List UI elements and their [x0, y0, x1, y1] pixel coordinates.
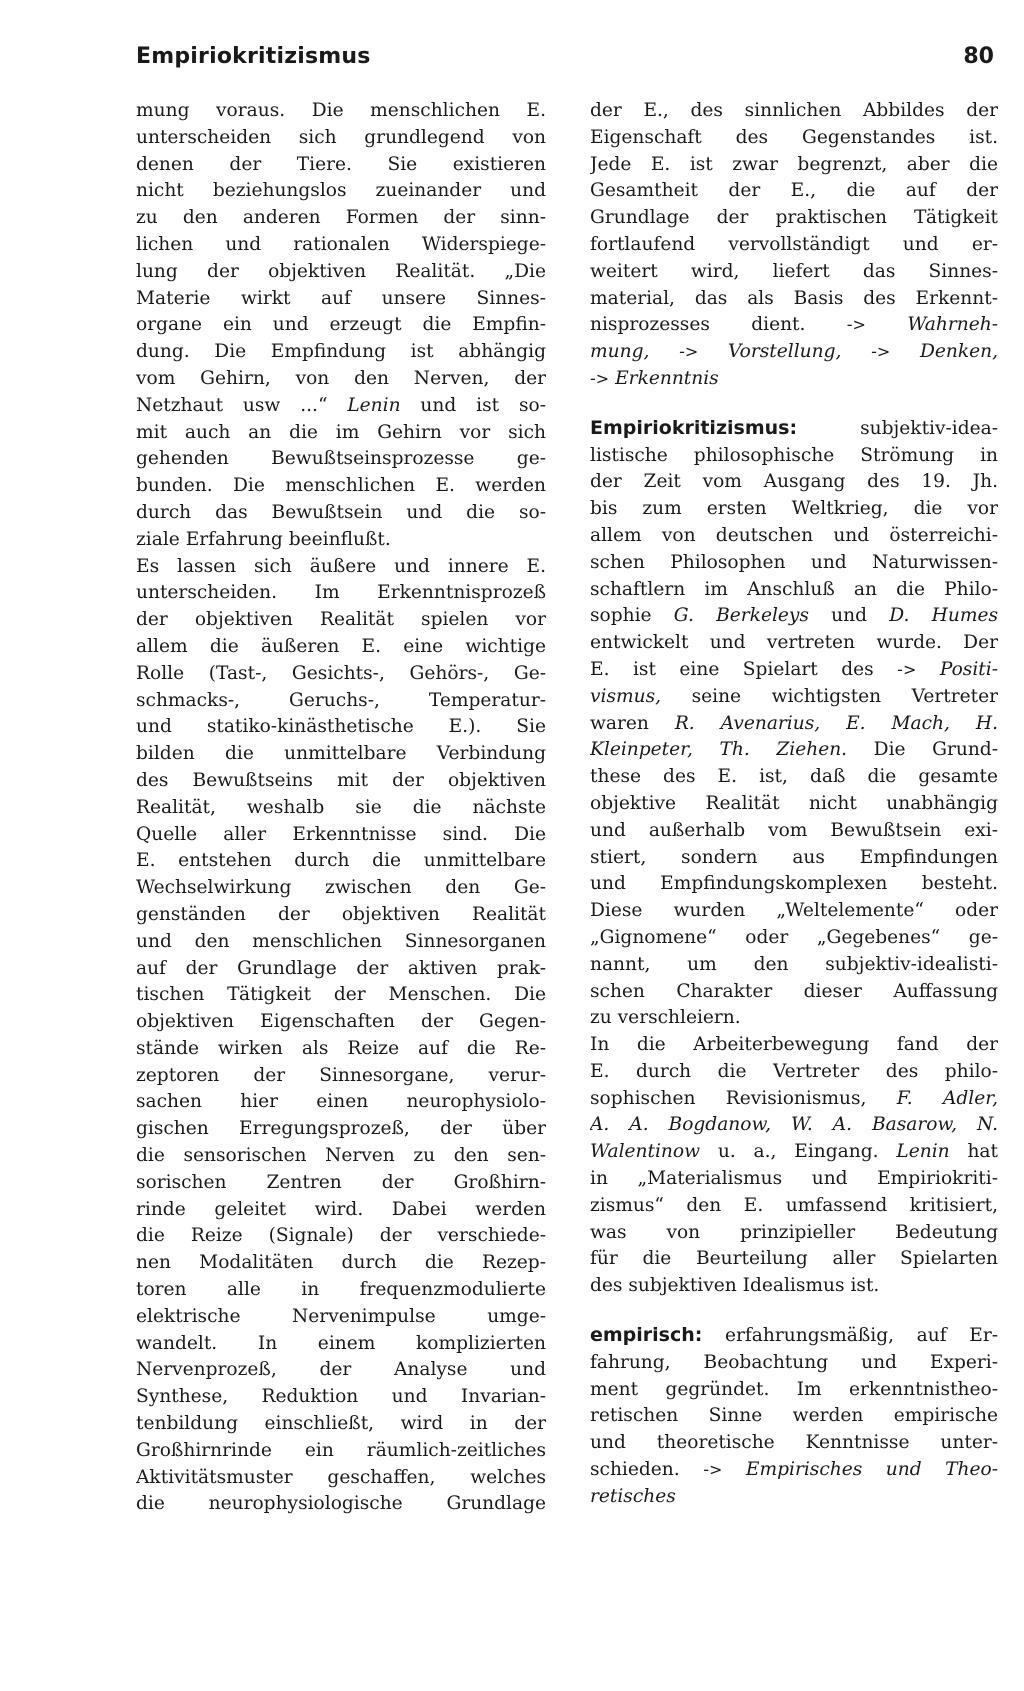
text-segment: sophie: [590, 605, 674, 627]
text-line: entwickelt und vertreten wurde. Der: [590, 632, 998, 654]
text-segment: Die Grund-: [847, 739, 998, 761]
text-line: [590, 1484, 998, 1511]
text-line: schaftlern im Anschluß an die Philo-: [590, 578, 998, 600]
text-line: der Zeit vom Ausgang des 19. Jh.: [590, 471, 998, 493]
author-reference: Walentinow: [590, 1141, 701, 1163]
text-line: und statiko-kinästhetische E.). Sie: [136, 716, 546, 738]
text-line: [590, 657, 998, 684]
text-line: des Bewußtseins mit der objektiven: [136, 769, 546, 791]
text-line: fortlaufend vervollständigt und er-: [590, 233, 998, 255]
text-line: objektiven Eigenschaften der Gegen-: [136, 1011, 546, 1033]
text-line: Realität, weshalb sie die nächste: [136, 796, 546, 818]
text-line: [590, 1086, 998, 1113]
author-reference: D. Humes: [889, 605, 998, 627]
text-line: stände wirken als Reize auf die Re-: [136, 1037, 546, 1059]
text-line: wandelt. In einem komplizierten: [136, 1332, 546, 1354]
text-line: mit auch an die im Gehirn vor sich: [136, 421, 546, 443]
text-line: Synthese, Reduktion und Invarian-: [136, 1386, 546, 1408]
text-line: lung der objektiven Realität. „Die: [136, 260, 546, 282]
text-line: und den menschlichen Sinnesorganen: [136, 930, 546, 952]
text-segment: sophischen Revisionismus,: [590, 1087, 897, 1109]
text-line: der E., des sinnlichen Abbildes der: [590, 100, 998, 121]
author-reference: Lenin: [896, 1141, 950, 1163]
text-line: objektive Realität nicht unabhängig: [590, 792, 998, 814]
text-line: retischen Sinne werden empirische: [590, 1405, 998, 1427]
text-line: E. durch die Vertreter des philo-: [590, 1060, 998, 1082]
text-segment: E. ist eine Spielart des: [590, 658, 898, 680]
author-reference: F. Adler,: [896, 1087, 998, 1109]
text-line: unterscheiden. Im Erkenntnisprozeß: [136, 582, 546, 604]
text-line: in „Materialismus und Empiriokriti-: [590, 1168, 998, 1190]
text-line: weitert wird, liefert das Sinnes-: [590, 260, 998, 282]
text-line: Quelle aller Erkenntnisse sind. Die: [136, 823, 546, 845]
cross-reference-arrow: ->: [590, 368, 610, 388]
text-line: der objektiven Realität spielen vor: [136, 609, 546, 631]
text-line: Grundlage der praktischen Tätigkeit: [590, 207, 998, 229]
text-line: zu verschleiern.: [590, 1007, 741, 1029]
right-column: [590, 98, 998, 1511]
text-line: Jede E. ist zwar begrenzt, aber die: [590, 153, 998, 175]
cross-reference-arrow: ->: [871, 342, 891, 362]
text-line: mung voraus. Die menschlichen E.: [136, 100, 546, 121]
text-line: „Gignomene“ oder „Gegebenes“ ge-: [590, 926, 998, 948]
cross-reference-arrow: ->: [846, 315, 866, 335]
text-line: sachen hier einen neurophysiolo-: [136, 1091, 546, 1113]
text-line: [590, 737, 998, 764]
text-line: und Empfindungskomplexen besteht.: [590, 873, 998, 895]
text-line: fahrung, Beobachtung und Experi-: [590, 1351, 998, 1373]
left-column: [136, 98, 546, 1518]
text-line: sorischen Zentren der Großhirn-: [136, 1171, 546, 1193]
text-line: vom Gehirn, von den Nerven, der: [136, 367, 546, 389]
text-line: material, das als Basis des Erkennt-: [590, 287, 998, 309]
text-line: rinde geleitet wird. Dabei werden: [136, 1198, 546, 1220]
text-line: was von prinzipieller Bedeutung: [590, 1221, 998, 1243]
text-line: [590, 1139, 998, 1166]
text-line: unterscheiden sich grundlegend von: [136, 126, 546, 148]
entry-term: Empiriokritizismus:: [590, 416, 798, 439]
text-line: [590, 339, 998, 366]
text-line: Großhirnrinde ein räumlich-zeitliches: [136, 1439, 546, 1461]
text-line: tischen Tätigkeit der Menschen. Die: [136, 984, 546, 1006]
text-line: nen Modalitäten durch die Rezep-: [136, 1252, 546, 1274]
cross-reference-arrow: ->: [897, 659, 917, 679]
cross-reference-arrow: ->: [679, 342, 699, 362]
text-segment: Netzhaut usw ...“: [136, 394, 348, 416]
text-line: Rolle (Tast-, Gesichts-, Gehörs-, Ge-: [136, 662, 546, 684]
text-line: Eigenschaft des Gegenstandes ist.: [590, 126, 998, 148]
author-reference: G. Berkeleys: [673, 605, 809, 627]
text-line: allem von deutschen und österreichi-: [590, 524, 998, 546]
text-line: und außerhalb vom Bewußtsein exi-: [590, 819, 998, 841]
text-line: die sensorischen Nerven zu den sen-: [136, 1145, 546, 1167]
text-line: bilden die unmittelbare Verbindung: [136, 743, 546, 765]
text-segment: nisprozesses dient.: [590, 314, 806, 336]
text-line: lichen und rationalen Widerspiege-: [136, 233, 546, 255]
entry-term: empirisch:: [590, 1324, 703, 1347]
cross-reference: Positi-: [939, 658, 998, 680]
text-line: listische philosophische Strömung in: [590, 444, 998, 466]
text-line: these des E. ist, daß die gesamte: [590, 766, 998, 788]
cross-reference: Denken,: [919, 341, 998, 363]
text-segment: schieden.: [590, 1459, 704, 1481]
text-line: Aktivitätsmuster geschaffen, welches: [136, 1466, 546, 1488]
text-line: [590, 603, 998, 630]
text-line: zismus“ den E. umfassend kritisiert,: [590, 1194, 998, 1216]
cross-reference: vismus,: [590, 685, 662, 707]
text-line: genständen der objektiven Realität: [136, 903, 546, 925]
text-line: gischen Erregungsprozeß, der über: [136, 1118, 546, 1140]
text-line: [590, 312, 998, 339]
text-line: tenbildung einschließt, wird in der: [136, 1413, 546, 1435]
text-line: bis zum ersten Weltkrieg, die vor: [590, 498, 998, 520]
text-line: [590, 1457, 998, 1484]
text-segment: und ist so-: [400, 394, 546, 416]
running-head: Empiriokritizismus: [136, 44, 371, 69]
cross-reference: Vorstellung,: [727, 341, 842, 363]
text-line: auf der Grundlage der aktiven prak-: [136, 957, 546, 979]
text-line: E. entstehen durch die unmittelbare: [136, 850, 546, 872]
text-line: [590, 684, 998, 711]
text-line: zu den anderen Formen der sinn-: [136, 207, 546, 229]
text-segment: waren: [590, 712, 675, 734]
text-line: Nervenprozeß, der Analyse und: [136, 1359, 546, 1381]
text-line: bunden. Die menschlichen E. werden: [136, 475, 546, 497]
text-line: gehenden Bewußtseinsprozesse ge-: [136, 448, 546, 470]
text-line: ziale Erfahrung beeinflußt.: [136, 528, 391, 550]
text-line: nannt, um den subjektiv-idealisti-: [590, 953, 998, 975]
cross-reference: Empirisches und Theo-: [745, 1459, 998, 1481]
cross-reference-arrow: ->: [703, 1460, 723, 1480]
author-reference: R. Avenarius, E. Mach, H.: [674, 712, 998, 734]
text-line: die Reize (Signale) der verschiede-: [136, 1225, 546, 1247]
text-segment: und: [808, 605, 890, 627]
text-line: allem die äußeren E. eine wichtige: [136, 635, 546, 657]
text-line: denen der Tiere. Sie existieren: [136, 153, 546, 175]
text-line: schen Charakter dieser Auffassung: [590, 980, 998, 1002]
text-line: die neurophysiologische Grundlage: [136, 1493, 546, 1515]
text-line: Diese wurden „Weltelemente“ oder: [590, 900, 998, 922]
text-line: schmacks-, Geruchs-, Temperatur-: [136, 689, 546, 711]
text-line: Materie wirkt auf unsere Sinnes-: [136, 287, 546, 309]
text-line: für die Beurteilung aller Spielarten: [590, 1248, 998, 1270]
text-line: und theoretische Kenntnisse unter-: [590, 1432, 998, 1454]
text-line: Es lassen sich äußere und innere E.: [136, 555, 546, 577]
text-line: toren alle in frequenzmodulierte: [136, 1279, 546, 1301]
text-line: In die Arbeiterbewegung fand der: [590, 1034, 998, 1056]
text-line: Gesamtheit der E., die auf der: [590, 180, 998, 202]
text-line: [590, 1322, 998, 1350]
cross-reference: Erkenntnis: [615, 367, 719, 389]
text-segment: seine wichtigsten Vertreter: [661, 685, 998, 707]
text-line: Wechselwirkung zwischen den Ge-: [136, 877, 546, 899]
text-line: nicht beziehungslos zueinander und: [136, 180, 546, 202]
text-line: stiert, sondern aus Empfindungen: [590, 846, 998, 868]
cross-reference: retisches: [590, 1485, 676, 1507]
text-line: elektrische Nervenimpulse umge-: [136, 1305, 546, 1327]
text-line: des subjektiven Idealismus ist.: [590, 1275, 880, 1297]
text-line: durch das Bewußtsein und die so-: [136, 501, 546, 523]
text-line: [136, 393, 546, 420]
author-reference: A. A. Bogdanow, W. A. Basarow, N.: [590, 1114, 998, 1136]
text-line: schen Philosophen und Naturwissen-: [590, 551, 998, 573]
text-line: [590, 1112, 998, 1139]
entry-separator: [590, 393, 998, 415]
text-line: [590, 415, 998, 443]
text-line: organe ein und erzeugt die Empfin-: [136, 314, 546, 336]
page-number: 80: [963, 44, 994, 69]
cross-reference: Wahrneh-: [907, 314, 998, 336]
text-segment: hat: [949, 1141, 998, 1163]
text-line: dung. Die Empfindung ist abhängig: [136, 341, 546, 363]
text-segment: u. a., Eingang.: [700, 1141, 897, 1163]
author-reference: Lenin: [347, 394, 401, 416]
text-line: [590, 366, 998, 393]
text-line: [590, 711, 998, 738]
text-line: ment gegründet. Im erkenntnistheo-: [590, 1378, 998, 1400]
entry-separator: [590, 1300, 998, 1322]
cross-reference: mung,: [590, 341, 650, 363]
author-reference: Kleinpeter, Th. Ziehen.: [590, 739, 848, 761]
text-segment: erfahrungsmäßig, auf Er-: [702, 1325, 998, 1347]
text-line: zeptoren der Sinnesorgane, verur-: [136, 1064, 546, 1086]
text-segment: subjektiv-idea-: [797, 417, 998, 439]
